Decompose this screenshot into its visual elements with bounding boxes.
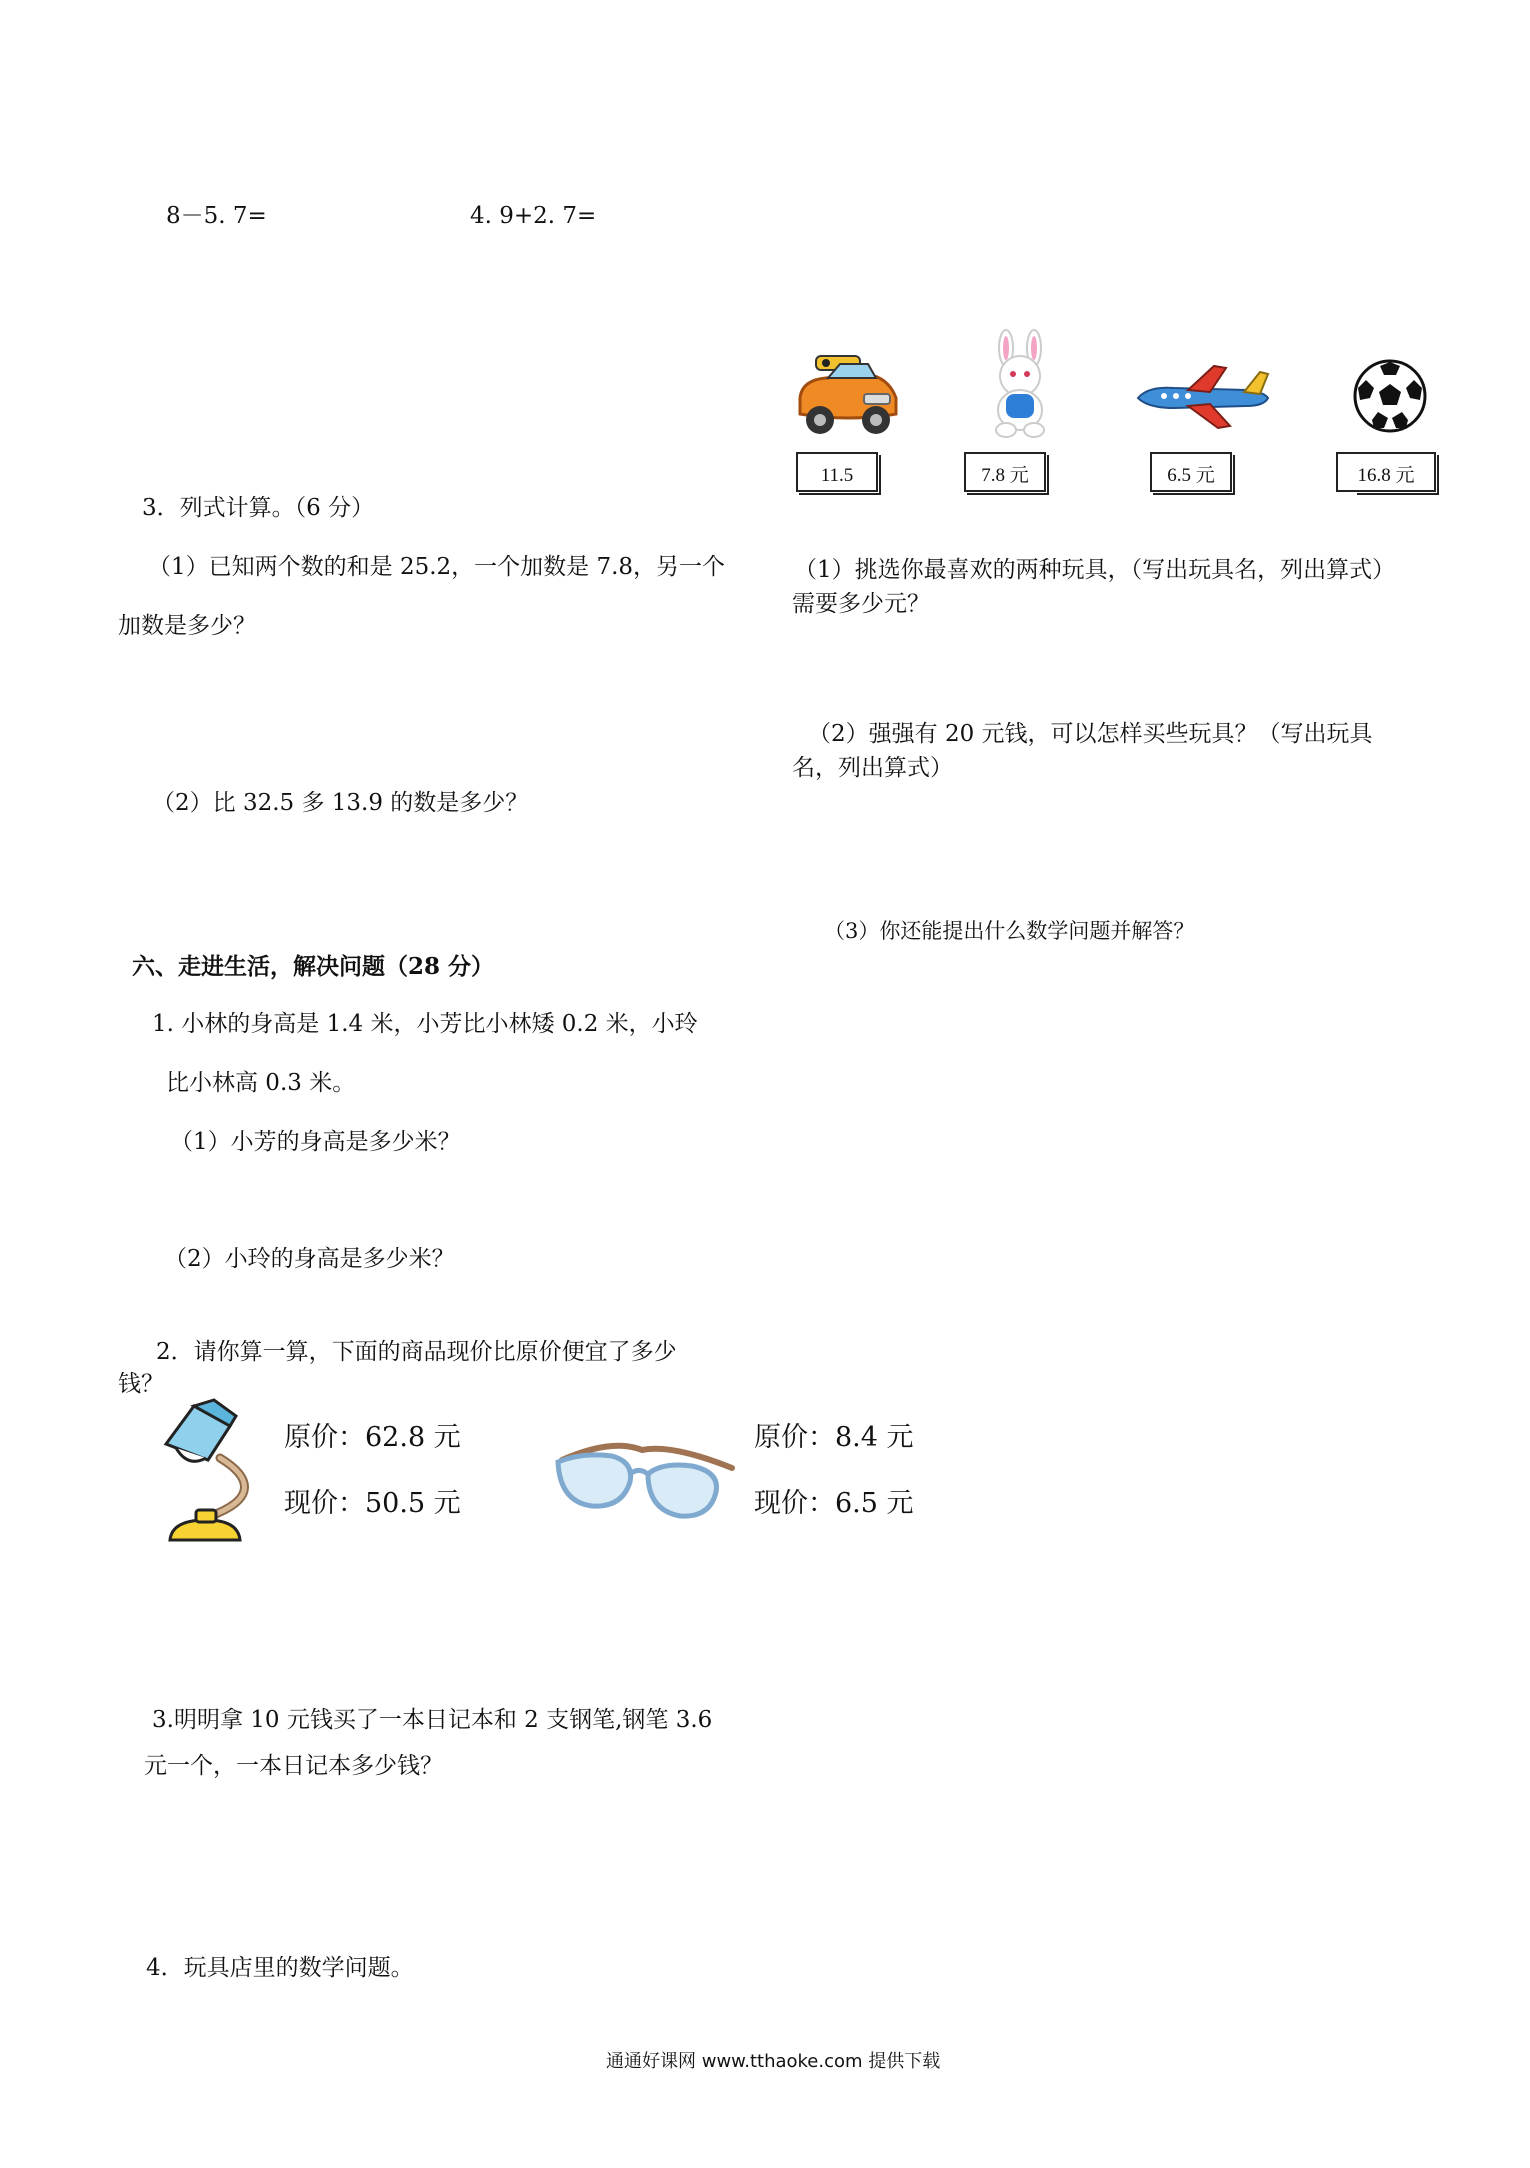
toy-q2-line2: 名，列出算式） — [792, 755, 953, 781]
footer-source: 通通好课网 www.tthaoke.com 提供下载 — [606, 2051, 941, 2072]
ball-price-tag: 16.8 元 — [1336, 452, 1436, 492]
section6-heading: 六、走进生活，解决问题（28 分） — [132, 953, 495, 980]
s6-q3-line1: 3.明明拿 10 元钱买了一本日记本和 2 支钢笔,钢笔 3.6 — [152, 1707, 713, 1733]
plane-price-tag: 6.5 元 — [1150, 452, 1232, 492]
glasses-current-price: 现价：6.5 元 — [754, 1488, 914, 1519]
q3-part2: （2）比 32.5 多 13.9 的数是多少？ — [152, 790, 529, 816]
glasses-original-price: 原价：8.4 元 — [754, 1422, 914, 1453]
s6-q1-line1: 1. 小林的身高是 1.4 米，小芳比小林矮 0.2 米，小玲 — [152, 1011, 698, 1037]
q3-heading: 3．列式计算。（6 分） — [142, 495, 375, 521]
toy-q2-line1: （2）强强有 20 元钱，可以怎样买些玩具？（写出玩具 — [808, 721, 1373, 747]
s6-q1-line2: 比小林高 0.3 米。 — [166, 1070, 356, 1096]
s6-q2-line1: 2．请你算一算，下面的商品现价比原价便宜了多少 — [156, 1339, 677, 1365]
s6-q2-line2: 钱？ — [118, 1371, 164, 1397]
glasses-icon — [552, 1432, 742, 1524]
toy-q1-line1: （1）挑选你最喜欢的两种玩具，（写出玩具名，列出算式） — [794, 557, 1396, 583]
calc-expression-2: 4. 9+2. 7= — [470, 203, 597, 229]
lamp-original-price: 原价：62.8 元 — [284, 1422, 461, 1453]
desk-lamp-icon — [158, 1398, 268, 1548]
q3-part1-line2: 加数是多少？ — [118, 613, 256, 639]
toy-q3: （3）你还能提出什么数学问题并解答？ — [824, 919, 1195, 943]
toy-car-icon — [792, 350, 904, 442]
s6-q1-sub1: （1）小芳的身高是多少米？ — [170, 1129, 461, 1155]
s6-q3-line2: 元一个，一本日记本多少钱？ — [144, 1753, 443, 1779]
lamp-current-price: 现价：50.5 元 — [284, 1488, 461, 1519]
toy-rabbit-icon — [980, 330, 1060, 440]
toy-plane-icon — [1134, 364, 1272, 430]
s6-q4: 4．玩具店里的数学问题。 — [146, 1955, 414, 1981]
toy-q1-line2: 需要多少元？ — [792, 591, 930, 617]
calc-expression-1: 8－5. 7= — [166, 203, 267, 229]
s6-q1-sub2: （2）小玲的身高是多少米？ — [164, 1246, 455, 1272]
soccer-ball-icon — [1352, 358, 1428, 434]
rabbit-price-tag: 7.8 元 — [964, 452, 1046, 492]
car-price-tag: 11.5 — [796, 452, 878, 492]
q3-part1-line1: （1）已知两个数的和是 25.2，一个加数是 7.8，另一个 — [148, 554, 726, 580]
